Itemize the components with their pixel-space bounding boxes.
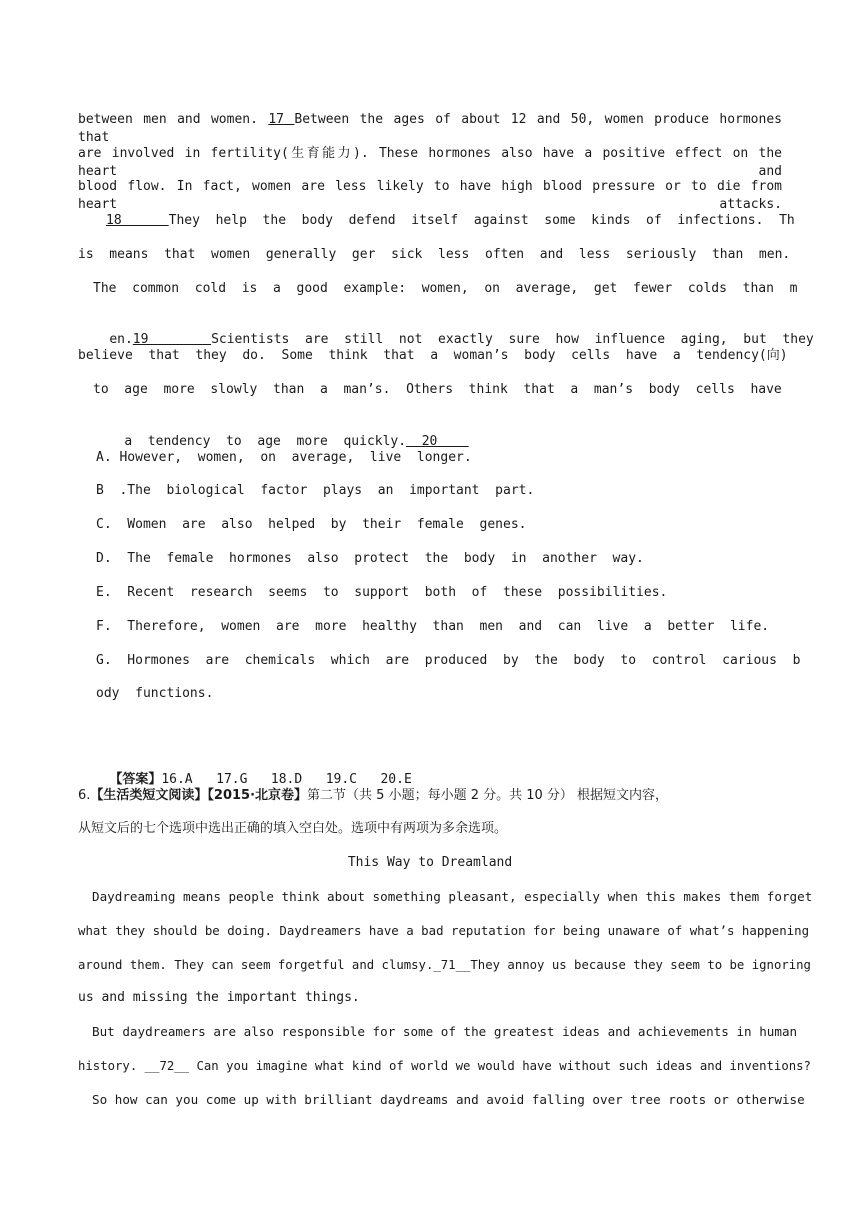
text-segment: Between the ages of about 12 and 50, women produce hormones that bbox=[78, 112, 782, 145]
blank-19: 19 bbox=[132, 332, 212, 347]
passage1-line: blood flow. In fact, women are less likely to have high blood pressure or to die from heart attacks. bbox=[78, 179, 782, 212]
passage-title: This Way to Dreamland bbox=[347, 855, 513, 870]
section-6-heading bbox=[78, 787, 782, 805]
option-a: A. However, women, on average, live longer. bbox=[96, 450, 472, 465]
answer-text: 16.A 17.G 18.D 19.C 20.E bbox=[161, 772, 412, 787]
passage2-line: So how can you come up with brilliant daydreams and avoid falling over tree roots or otherwise bbox=[92, 1092, 805, 1107]
option-e: E. Recent research seems to support both of these possibilities. bbox=[96, 585, 668, 600]
passage2-line: what they should be doing. Daydreamers have a bad reputation for being unaware of what’s happening bbox=[78, 923, 810, 938]
text-segment: a tendency to age more quickly. bbox=[124, 434, 407, 449]
blank-18: 18 bbox=[106, 213, 169, 228]
blank-20: 20 bbox=[406, 434, 469, 449]
option-d: D. The female hormones also protect the body in another way. bbox=[96, 551, 644, 566]
option-c: C. Women are also helped by their female genes. bbox=[96, 517, 527, 532]
text-segment: They annoy us because they seem to be ignoring bbox=[470, 958, 811, 972]
option-g: G. Hormones are chemicals which are produced by the body to control carious b bbox=[96, 653, 801, 668]
blank-71: _71__ bbox=[433, 958, 471, 972]
section-instructions: 第二节（共 5 小题；每小题 2 分。共 10 分） 根据短文内容， bbox=[307, 788, 669, 803]
passage1-line bbox=[106, 212, 795, 230]
blank-72: __72__ bbox=[144, 1059, 190, 1073]
section-tag: 【生活类短文阅读】 bbox=[90, 788, 208, 803]
option-g-continued: ody functions. bbox=[96, 686, 214, 701]
option-f: F. Therefore, women are more healthy than men and can live a better life. bbox=[96, 619, 770, 634]
answer-label: 【答案】 bbox=[109, 772, 162, 787]
passage1-line: to age more slowly than a man’s. Others think that a man’s body cells have bbox=[93, 382, 782, 397]
section-number: 6. bbox=[78, 788, 91, 803]
passage1-line: are involved in fertility(生育能力). These hormones also have a positive effect on the heart and bbox=[78, 146, 782, 179]
section-source: 【2015·北京卷】 bbox=[207, 788, 308, 803]
text-segment: Scientists are still not exactly sure how influence aging, but they bbox=[211, 332, 814, 347]
passage1-line: believe that they do. Some think that a woman’s body cells have a tendency(向) bbox=[78, 348, 788, 363]
text-segment: around them. They can seem forgetful and clumsy. bbox=[78, 958, 434, 972]
passage1-line: The common cold is a good example: women, on average, get fewer colds than m bbox=[93, 281, 798, 296]
section-instructions-continued: 从短文后的七个选项中选出正确的填入空白处。选项中有两项为多余选项。 bbox=[78, 821, 508, 836]
blank-17: 17 bbox=[268, 112, 295, 127]
passage1-line bbox=[78, 111, 782, 145]
passage2-line bbox=[78, 956, 811, 974]
passage2-line: Daydreaming means people think about something pleasant, especially when this makes them forget bbox=[92, 889, 813, 904]
text-segment: They help the body defend itself against some kinds of infections. Th bbox=[168, 213, 795, 228]
option-b: B .The biological factor plays an important part. bbox=[96, 483, 535, 498]
passage2-line: But daydreamers are also responsible for some of the greatest ideas and achievements in human bbox=[92, 1024, 798, 1039]
passage1-line: is means that women generally ger sick less often and less seriously than men. bbox=[78, 247, 791, 262]
text-segment: history. bbox=[78, 1059, 145, 1073]
passage2-line: us and missing the important things. bbox=[78, 990, 360, 1005]
passage2-line bbox=[78, 1057, 811, 1075]
text-segment: between men and women. bbox=[78, 112, 269, 127]
text-segment: Can you imagine what kind of world we would have without such ideas and inventions? bbox=[189, 1059, 811, 1073]
text-segment: en. bbox=[109, 332, 133, 347]
